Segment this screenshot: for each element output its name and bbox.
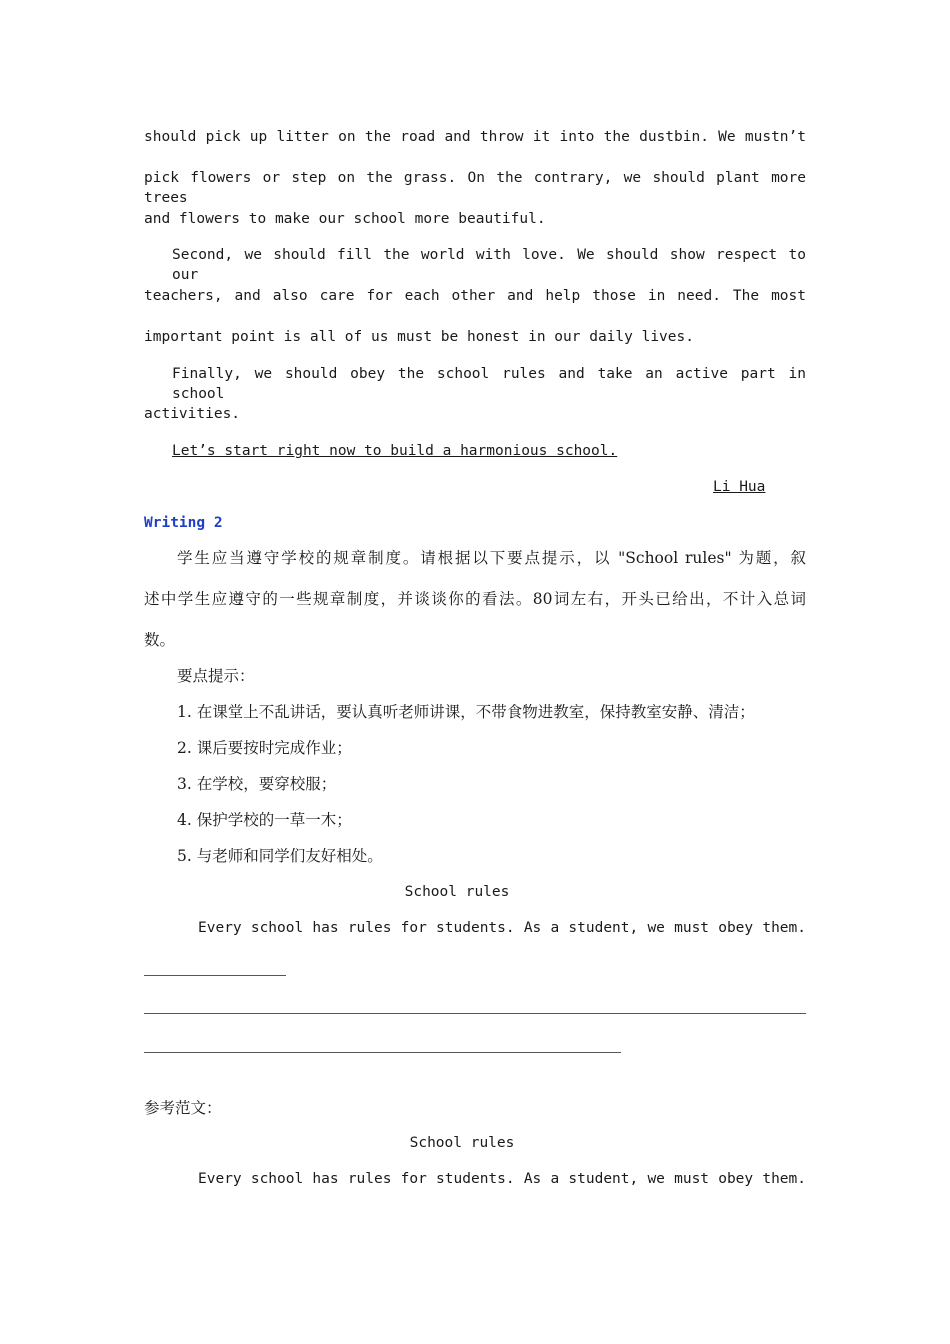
answer-blank-line-3 <box>144 1052 621 1053</box>
prompt-line-3: 数。 <box>144 631 176 649</box>
sample-opening: Every school has rules for students. As a student, we must obey them. <box>198 1171 806 1187</box>
sample-title: School rules <box>409 1135 515 1151</box>
point-item-4: 4. 保护学校的一草一木； <box>177 811 352 829</box>
task-title: School rules <box>404 884 510 900</box>
answer-blank-line-2 <box>144 1013 806 1014</box>
essay-line-5: teachers, and also care for each other and help those in need. The most <box>144 288 806 304</box>
point-item-2: 2. 课后要按时完成作业； <box>177 739 352 757</box>
point-item-3: 3. 在学校，要穿校服； <box>177 775 337 793</box>
essay-line-6: important point is all of us must be honest in our daily lives. <box>144 329 694 345</box>
sample-label: 参考范文： <box>144 1099 222 1117</box>
essay-line-3: and flowers to make our school more beautiful. <box>144 211 546 227</box>
essay-line-4: Second, we should fill the world with love. We should show respect to our <box>172 247 806 283</box>
closing-sentence: Let’s start right now to build a harmonious school. <box>172 443 618 459</box>
task-opening: Every school has rules for students. As a student, we must obey them. <box>198 920 806 936</box>
answer-blank-line-1 <box>144 975 286 976</box>
essay-line-2: pick flowers or step on the grass. On the contrary, we should plant more trees <box>144 170 806 206</box>
prompt-line-1: 学生应当遵守学校的规章制度。请根据以下要点提示，以 "School rules" 为题，叙 <box>177 549 806 567</box>
point-item-1: 1. 在课堂上不乱讲话，要认真听老师讲课，不带食物进教室，保持教室安静、清洁； <box>177 703 755 721</box>
essay-line-1: should pick up litter on the road and throw it into the dustbin. We mustn’t <box>144 129 806 145</box>
essay-closing-line <box>172 441 806 461</box>
points-label: 要点提示： <box>177 667 255 685</box>
essay-line-7: Finally, we should obey the school rules and take an active part in school <box>172 366 806 402</box>
signature: Li Hua <box>713 479 766 495</box>
point-item-5: 5. 与老师和同学们友好相处。 <box>177 847 383 865</box>
essay-line-8: activities. <box>144 406 241 422</box>
section-heading: Writing 2 <box>144 515 223 531</box>
prompt-line-2: 述中学生应遵守的一些规章制度，并谈谈你的看法。80词左右，开头已给出，不计入总词 <box>144 590 806 608</box>
